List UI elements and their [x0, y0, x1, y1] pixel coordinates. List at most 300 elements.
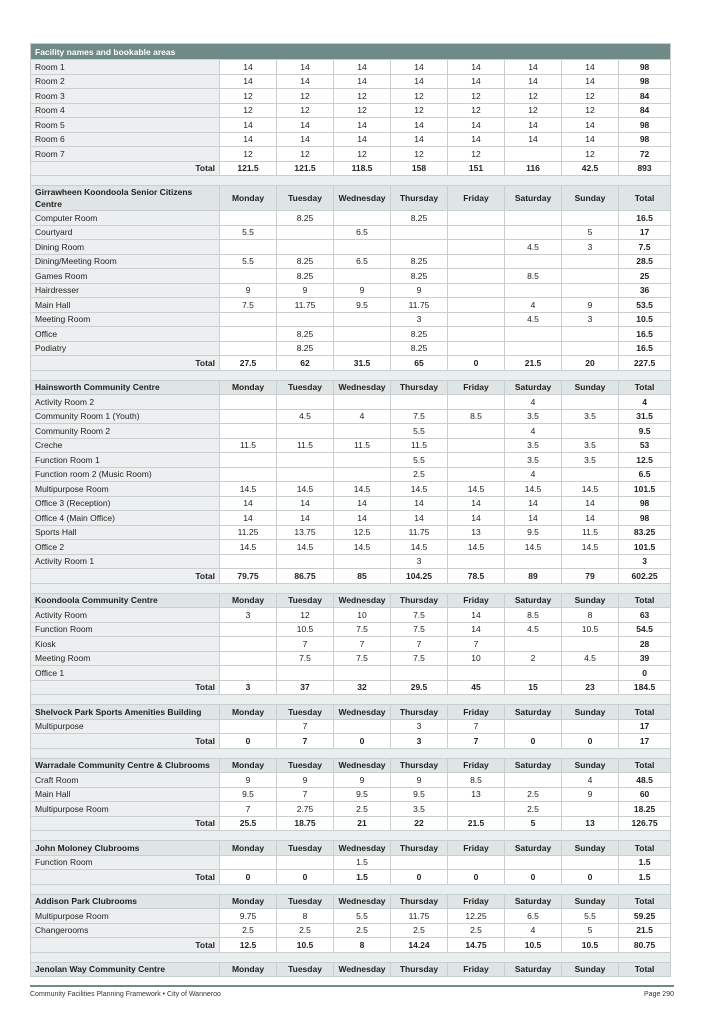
- total-cell: 8: [334, 938, 391, 953]
- hours-cell: [562, 341, 619, 356]
- hours-cell: 12: [448, 147, 505, 162]
- hours-cell: 2.5: [334, 923, 391, 938]
- room-name: Room 2: [31, 74, 220, 89]
- hours-cell: [220, 341, 277, 356]
- row-total-cell: 39: [619, 651, 671, 666]
- row-total-cell: 98: [619, 511, 671, 526]
- table-row: [31, 211, 671, 226]
- hours-cell: [448, 298, 505, 313]
- hours-cell: 3.5: [562, 453, 619, 468]
- hours-cell: 7.5: [391, 651, 448, 666]
- hours-cell: 4: [334, 409, 391, 424]
- day-header: Tuesday: [277, 841, 334, 856]
- hours-cell: [391, 395, 448, 410]
- hours-cell: [562, 802, 619, 817]
- facility-name: Koondoola Community Centre: [31, 593, 220, 608]
- hours-cell: 12: [448, 103, 505, 118]
- total-cell: 0: [505, 870, 562, 885]
- hours-cell: 10: [334, 608, 391, 623]
- row-total-cell: 101.5: [619, 482, 671, 497]
- day-header: Friday: [448, 380, 505, 395]
- hours-cell: [220, 666, 277, 681]
- group-spacer: [31, 695, 671, 705]
- hours-cell: 10.5: [562, 622, 619, 637]
- total-cell: 21: [334, 816, 391, 831]
- row-total-cell: 12.5: [619, 453, 671, 468]
- hours-cell: 14: [220, 132, 277, 147]
- hours-cell: [505, 283, 562, 298]
- hours-cell: [448, 424, 505, 439]
- hours-cell: 14.5: [391, 482, 448, 497]
- hours-cell: 12: [562, 147, 619, 162]
- hours-cell: 14.5: [448, 540, 505, 555]
- row-total-cell: 98: [619, 132, 671, 147]
- hours-cell: 12: [391, 147, 448, 162]
- hours-cell: 14.5: [505, 540, 562, 555]
- day-header: Friday: [448, 962, 505, 977]
- total-cell: 121.5: [220, 161, 277, 176]
- hours-cell: 14: [562, 118, 619, 133]
- hours-cell: 3: [391, 312, 448, 327]
- hours-cell: 14: [334, 511, 391, 526]
- hours-cell: [448, 269, 505, 284]
- hours-cell: 9.75: [220, 909, 277, 924]
- hours-cell: 11.5: [334, 438, 391, 453]
- hours-cell: [391, 225, 448, 240]
- row-total-cell: 6.5: [619, 467, 671, 482]
- total-cell: 1.5: [334, 870, 391, 885]
- group-spacer: [31, 748, 671, 758]
- hours-cell: 11.75: [277, 298, 334, 313]
- hours-cell: 14: [277, 496, 334, 511]
- room-name: Main Hall: [31, 787, 220, 802]
- total-cell: 0: [562, 734, 619, 749]
- day-header: Thursday: [391, 894, 448, 909]
- hours-cell: 12: [277, 147, 334, 162]
- hours-cell: 7: [448, 719, 505, 734]
- hours-cell: 3.5: [391, 802, 448, 817]
- group-spacer: [31, 176, 671, 186]
- hours-cell: 2.75: [277, 802, 334, 817]
- hours-cell: [562, 254, 619, 269]
- hours-cell: 7: [220, 802, 277, 817]
- hours-cell: 14.5: [505, 482, 562, 497]
- hours-cell: [220, 651, 277, 666]
- hours-cell: [448, 438, 505, 453]
- total-cell: 121.5: [277, 161, 334, 176]
- table-row: [31, 269, 671, 284]
- room-name: Hairdresser: [31, 283, 220, 298]
- hours-cell: 13: [448, 525, 505, 540]
- day-header: Monday: [220, 705, 277, 720]
- day-header: Saturday: [505, 841, 562, 856]
- total-cell: 14.24: [391, 938, 448, 953]
- day-header: Total: [619, 962, 671, 977]
- room-name: Room 6: [31, 132, 220, 147]
- total-cell: 0: [505, 734, 562, 749]
- hours-cell: [334, 719, 391, 734]
- hours-cell: [220, 622, 277, 637]
- hours-cell: 8.25: [277, 254, 334, 269]
- hours-cell: [562, 424, 619, 439]
- hours-cell: 12: [562, 103, 619, 118]
- room-name: Main Hall: [31, 298, 220, 313]
- hours-cell: 4: [505, 467, 562, 482]
- hours-cell: 8.25: [391, 341, 448, 356]
- hours-cell: 14.5: [220, 540, 277, 555]
- total-cell: 158: [391, 161, 448, 176]
- hours-cell: [391, 240, 448, 255]
- hours-cell: 4.5: [277, 409, 334, 424]
- hours-cell: 11.5: [220, 438, 277, 453]
- total-cell: 86.75: [277, 569, 334, 584]
- hours-cell: 9: [334, 773, 391, 788]
- row-total-cell: 72: [619, 147, 671, 162]
- day-header: Friday: [448, 186, 505, 211]
- hours-cell: 3: [562, 240, 619, 255]
- table-row: [31, 103, 671, 118]
- hours-cell: [505, 666, 562, 681]
- hours-cell: [220, 240, 277, 255]
- hours-cell: 12: [220, 103, 277, 118]
- table-row: [31, 787, 671, 802]
- hours-cell: 14: [505, 132, 562, 147]
- hours-cell: 6.5: [505, 909, 562, 924]
- hours-cell: 5: [562, 923, 619, 938]
- day-header: Wednesday: [334, 593, 391, 608]
- day-header: Thursday: [391, 186, 448, 211]
- total-cell: 0: [448, 870, 505, 885]
- day-header: Thursday: [391, 593, 448, 608]
- hours-cell: 12: [334, 147, 391, 162]
- total-cell: 7: [448, 734, 505, 749]
- total-row: [31, 356, 671, 371]
- day-header: Wednesday: [334, 186, 391, 211]
- facility-header-row: [31, 705, 671, 720]
- hours-cell: 6.5: [334, 225, 391, 240]
- hours-cell: [277, 666, 334, 681]
- row-total-cell: 98: [619, 118, 671, 133]
- hours-cell: 3: [391, 554, 448, 569]
- hours-cell: 14: [277, 118, 334, 133]
- day-header: Monday: [220, 962, 277, 977]
- total-row: [31, 938, 671, 953]
- day-header: Friday: [448, 894, 505, 909]
- row-total-cell: 101.5: [619, 540, 671, 555]
- day-header: Saturday: [505, 894, 562, 909]
- hours-cell: 9: [220, 773, 277, 788]
- hours-cell: [562, 211, 619, 226]
- row-total-cell: 54.5: [619, 622, 671, 637]
- table-row: [31, 637, 671, 652]
- day-header: Wednesday: [334, 841, 391, 856]
- table-row: [31, 554, 671, 569]
- day-header: Wednesday: [334, 758, 391, 773]
- hours-cell: 11.5: [391, 438, 448, 453]
- hours-cell: [562, 666, 619, 681]
- row-total-cell: 60: [619, 787, 671, 802]
- hours-cell: 4: [562, 773, 619, 788]
- room-name: Podiatry: [31, 341, 220, 356]
- total-cell: 18.75: [277, 816, 334, 831]
- day-header: Wednesday: [334, 705, 391, 720]
- day-header: Sunday: [562, 758, 619, 773]
- hours-cell: 14: [448, 622, 505, 637]
- hours-cell: 14: [334, 132, 391, 147]
- total-cell: 25.5: [220, 816, 277, 831]
- row-total-cell: 63: [619, 608, 671, 623]
- total-cell: 126.75: [619, 816, 671, 831]
- hours-cell: 8.25: [277, 341, 334, 356]
- total-cell: 22: [391, 816, 448, 831]
- hours-cell: 14: [391, 496, 448, 511]
- hours-cell: [220, 395, 277, 410]
- total-label: Total: [31, 161, 220, 176]
- table-row: [31, 118, 671, 133]
- total-label: Total: [31, 569, 220, 584]
- hours-cell: 14: [220, 118, 277, 133]
- row-total-cell: 83.25: [619, 525, 671, 540]
- hours-cell: [334, 312, 391, 327]
- hours-cell: 2.5: [391, 923, 448, 938]
- room-name: Room 1: [31, 60, 220, 75]
- hours-cell: 14.5: [277, 540, 334, 555]
- facility-header-row: [31, 593, 671, 608]
- footer-page-number: Page 290: [644, 991, 674, 998]
- row-total-cell: 9.5: [619, 424, 671, 439]
- room-name: Room 5: [31, 118, 220, 133]
- facility-name: Warradale Community Centre & Clubrooms: [31, 758, 220, 773]
- table-row: [31, 773, 671, 788]
- hours-cell: 4.5: [505, 312, 562, 327]
- footer-document-title: Community Facilities Planning Framework • City of Wanneroo: [30, 991, 221, 998]
- hours-cell: [220, 409, 277, 424]
- hours-cell: 11.5: [562, 525, 619, 540]
- hours-cell: [448, 211, 505, 226]
- hours-cell: [220, 312, 277, 327]
- day-header: Sunday: [562, 705, 619, 720]
- hours-cell: 2.5: [505, 787, 562, 802]
- room-name: Multipurpose: [31, 719, 220, 734]
- room-name: Courtyard: [31, 225, 220, 240]
- hours-cell: [220, 211, 277, 226]
- day-header: Friday: [448, 593, 505, 608]
- room-name: Activity Room: [31, 608, 220, 623]
- day-header: Total: [619, 758, 671, 773]
- total-label: Total: [31, 734, 220, 749]
- hours-cell: 8.5: [448, 773, 505, 788]
- hours-cell: 3.5: [562, 438, 619, 453]
- total-row: [31, 870, 671, 885]
- total-cell: 13: [562, 816, 619, 831]
- total-label: Total: [31, 938, 220, 953]
- hours-cell: [220, 467, 277, 482]
- room-name: Function room 2 (Music Room): [31, 467, 220, 482]
- room-name: Function Room: [31, 622, 220, 637]
- table-row: [31, 719, 671, 734]
- total-cell: 5: [505, 816, 562, 831]
- hours-cell: 14: [334, 74, 391, 89]
- hours-cell: 14.5: [334, 540, 391, 555]
- hours-cell: [505, 211, 562, 226]
- day-header: Saturday: [505, 186, 562, 211]
- row-total-cell: 84: [619, 89, 671, 104]
- total-cell: 0: [277, 870, 334, 885]
- row-total-cell: 98: [619, 74, 671, 89]
- row-total-cell: 53: [619, 438, 671, 453]
- day-header: Thursday: [391, 962, 448, 977]
- day-header: Wednesday: [334, 962, 391, 977]
- day-header: Sunday: [562, 894, 619, 909]
- hours-cell: 9: [391, 773, 448, 788]
- row-total-cell: 7.5: [619, 240, 671, 255]
- hours-cell: 12: [220, 147, 277, 162]
- hours-cell: [505, 554, 562, 569]
- day-header: Tuesday: [277, 593, 334, 608]
- table-row: [31, 298, 671, 313]
- row-total-cell: 18.25: [619, 802, 671, 817]
- hours-cell: 7.5: [334, 622, 391, 637]
- hours-cell: 9: [277, 283, 334, 298]
- hours-cell: [448, 453, 505, 468]
- hours-cell: 9: [562, 787, 619, 802]
- hours-cell: 11.5: [277, 438, 334, 453]
- hours-cell: 14.5: [562, 482, 619, 497]
- table-row: [31, 540, 671, 555]
- table-row: [31, 225, 671, 240]
- hours-cell: [334, 453, 391, 468]
- day-header: Thursday: [391, 705, 448, 720]
- total-cell: 89: [505, 569, 562, 584]
- group-spacer: [31, 952, 671, 962]
- hours-cell: 5.5: [334, 909, 391, 924]
- hours-cell: 8.25: [391, 211, 448, 226]
- hours-cell: 14: [391, 118, 448, 133]
- hours-cell: 4: [505, 923, 562, 938]
- hours-cell: 12.25: [448, 909, 505, 924]
- hours-cell: 2.5: [505, 802, 562, 817]
- total-cell: 37: [277, 680, 334, 695]
- day-header: Tuesday: [277, 758, 334, 773]
- hours-cell: [505, 341, 562, 356]
- hours-cell: 12: [220, 89, 277, 104]
- hours-cell: 4: [505, 395, 562, 410]
- footer-rule: [30, 985, 674, 987]
- hours-cell: [505, 147, 562, 162]
- hours-cell: [334, 327, 391, 342]
- row-total-cell: 16.5: [619, 211, 671, 226]
- table-row: [31, 312, 671, 327]
- hours-cell: 5.5: [391, 453, 448, 468]
- total-cell: 21.5: [448, 816, 505, 831]
- hours-cell: [448, 327, 505, 342]
- hours-cell: 12: [562, 89, 619, 104]
- hours-cell: 2.5: [391, 467, 448, 482]
- room-name: Dining/Meeting Room: [31, 254, 220, 269]
- day-header: Friday: [448, 705, 505, 720]
- hours-cell: [448, 254, 505, 269]
- total-cell: 893: [619, 161, 671, 176]
- hours-cell: [334, 341, 391, 356]
- total-cell: 118.5: [334, 161, 391, 176]
- room-name: Meeting Room: [31, 312, 220, 327]
- table-row: [31, 341, 671, 356]
- table-row: [31, 395, 671, 410]
- total-cell: 21.5: [505, 356, 562, 371]
- room-name: Office 4 (Main Office): [31, 511, 220, 526]
- room-name: Activity Room 2: [31, 395, 220, 410]
- table-row: [31, 622, 671, 637]
- hours-cell: 14: [334, 118, 391, 133]
- total-cell: 42.5: [562, 161, 619, 176]
- spacer-cell: [31, 952, 671, 962]
- row-total-cell: 59.25: [619, 909, 671, 924]
- hours-cell: 4.5: [562, 651, 619, 666]
- day-header: Saturday: [505, 758, 562, 773]
- spacer-cell: [31, 695, 671, 705]
- facility-bookings-table: [30, 43, 671, 977]
- row-total-cell: 1.5: [619, 855, 671, 870]
- hours-cell: 9: [220, 283, 277, 298]
- total-cell: 14.75: [448, 938, 505, 953]
- hours-cell: [277, 554, 334, 569]
- hours-cell: [562, 269, 619, 284]
- hours-cell: 14.5: [448, 482, 505, 497]
- day-header: Friday: [448, 841, 505, 856]
- row-total-cell: 28: [619, 637, 671, 652]
- hours-cell: 10.5: [277, 622, 334, 637]
- hours-cell: [562, 467, 619, 482]
- hours-cell: 14: [448, 74, 505, 89]
- hours-cell: 7: [277, 719, 334, 734]
- total-cell: 0: [448, 356, 505, 371]
- hours-cell: 14: [277, 511, 334, 526]
- hours-cell: 11.75: [391, 298, 448, 313]
- day-header: Saturday: [505, 962, 562, 977]
- hours-cell: 4: [505, 298, 562, 313]
- total-cell: 116: [505, 161, 562, 176]
- hours-cell: [334, 269, 391, 284]
- total-cell: 3: [220, 680, 277, 695]
- total-cell: 32: [334, 680, 391, 695]
- hours-cell: 14: [448, 118, 505, 133]
- group-spacer: [31, 370, 671, 380]
- spacer-cell: [31, 583, 671, 593]
- hours-cell: [334, 467, 391, 482]
- total-cell: 80.75: [619, 938, 671, 953]
- hours-cell: 5.5: [562, 909, 619, 924]
- day-header: Total: [619, 705, 671, 720]
- hours-cell: 7.5: [391, 409, 448, 424]
- hours-cell: 14.5: [277, 482, 334, 497]
- hours-cell: 14: [505, 496, 562, 511]
- hours-cell: [334, 424, 391, 439]
- room-name: Office: [31, 327, 220, 342]
- row-total-cell: 98: [619, 60, 671, 75]
- hours-cell: 6.5: [334, 254, 391, 269]
- hours-cell: [220, 453, 277, 468]
- hours-cell: 5.5: [220, 225, 277, 240]
- total-cell: 0: [220, 870, 277, 885]
- day-header: Monday: [220, 186, 277, 211]
- hours-cell: 1.5: [334, 855, 391, 870]
- spacer-cell: [31, 884, 671, 894]
- hours-cell: [277, 312, 334, 327]
- hours-cell: 8.25: [277, 211, 334, 226]
- total-cell: 227.5: [619, 356, 671, 371]
- hours-cell: [220, 855, 277, 870]
- spacer-cell: [31, 176, 671, 186]
